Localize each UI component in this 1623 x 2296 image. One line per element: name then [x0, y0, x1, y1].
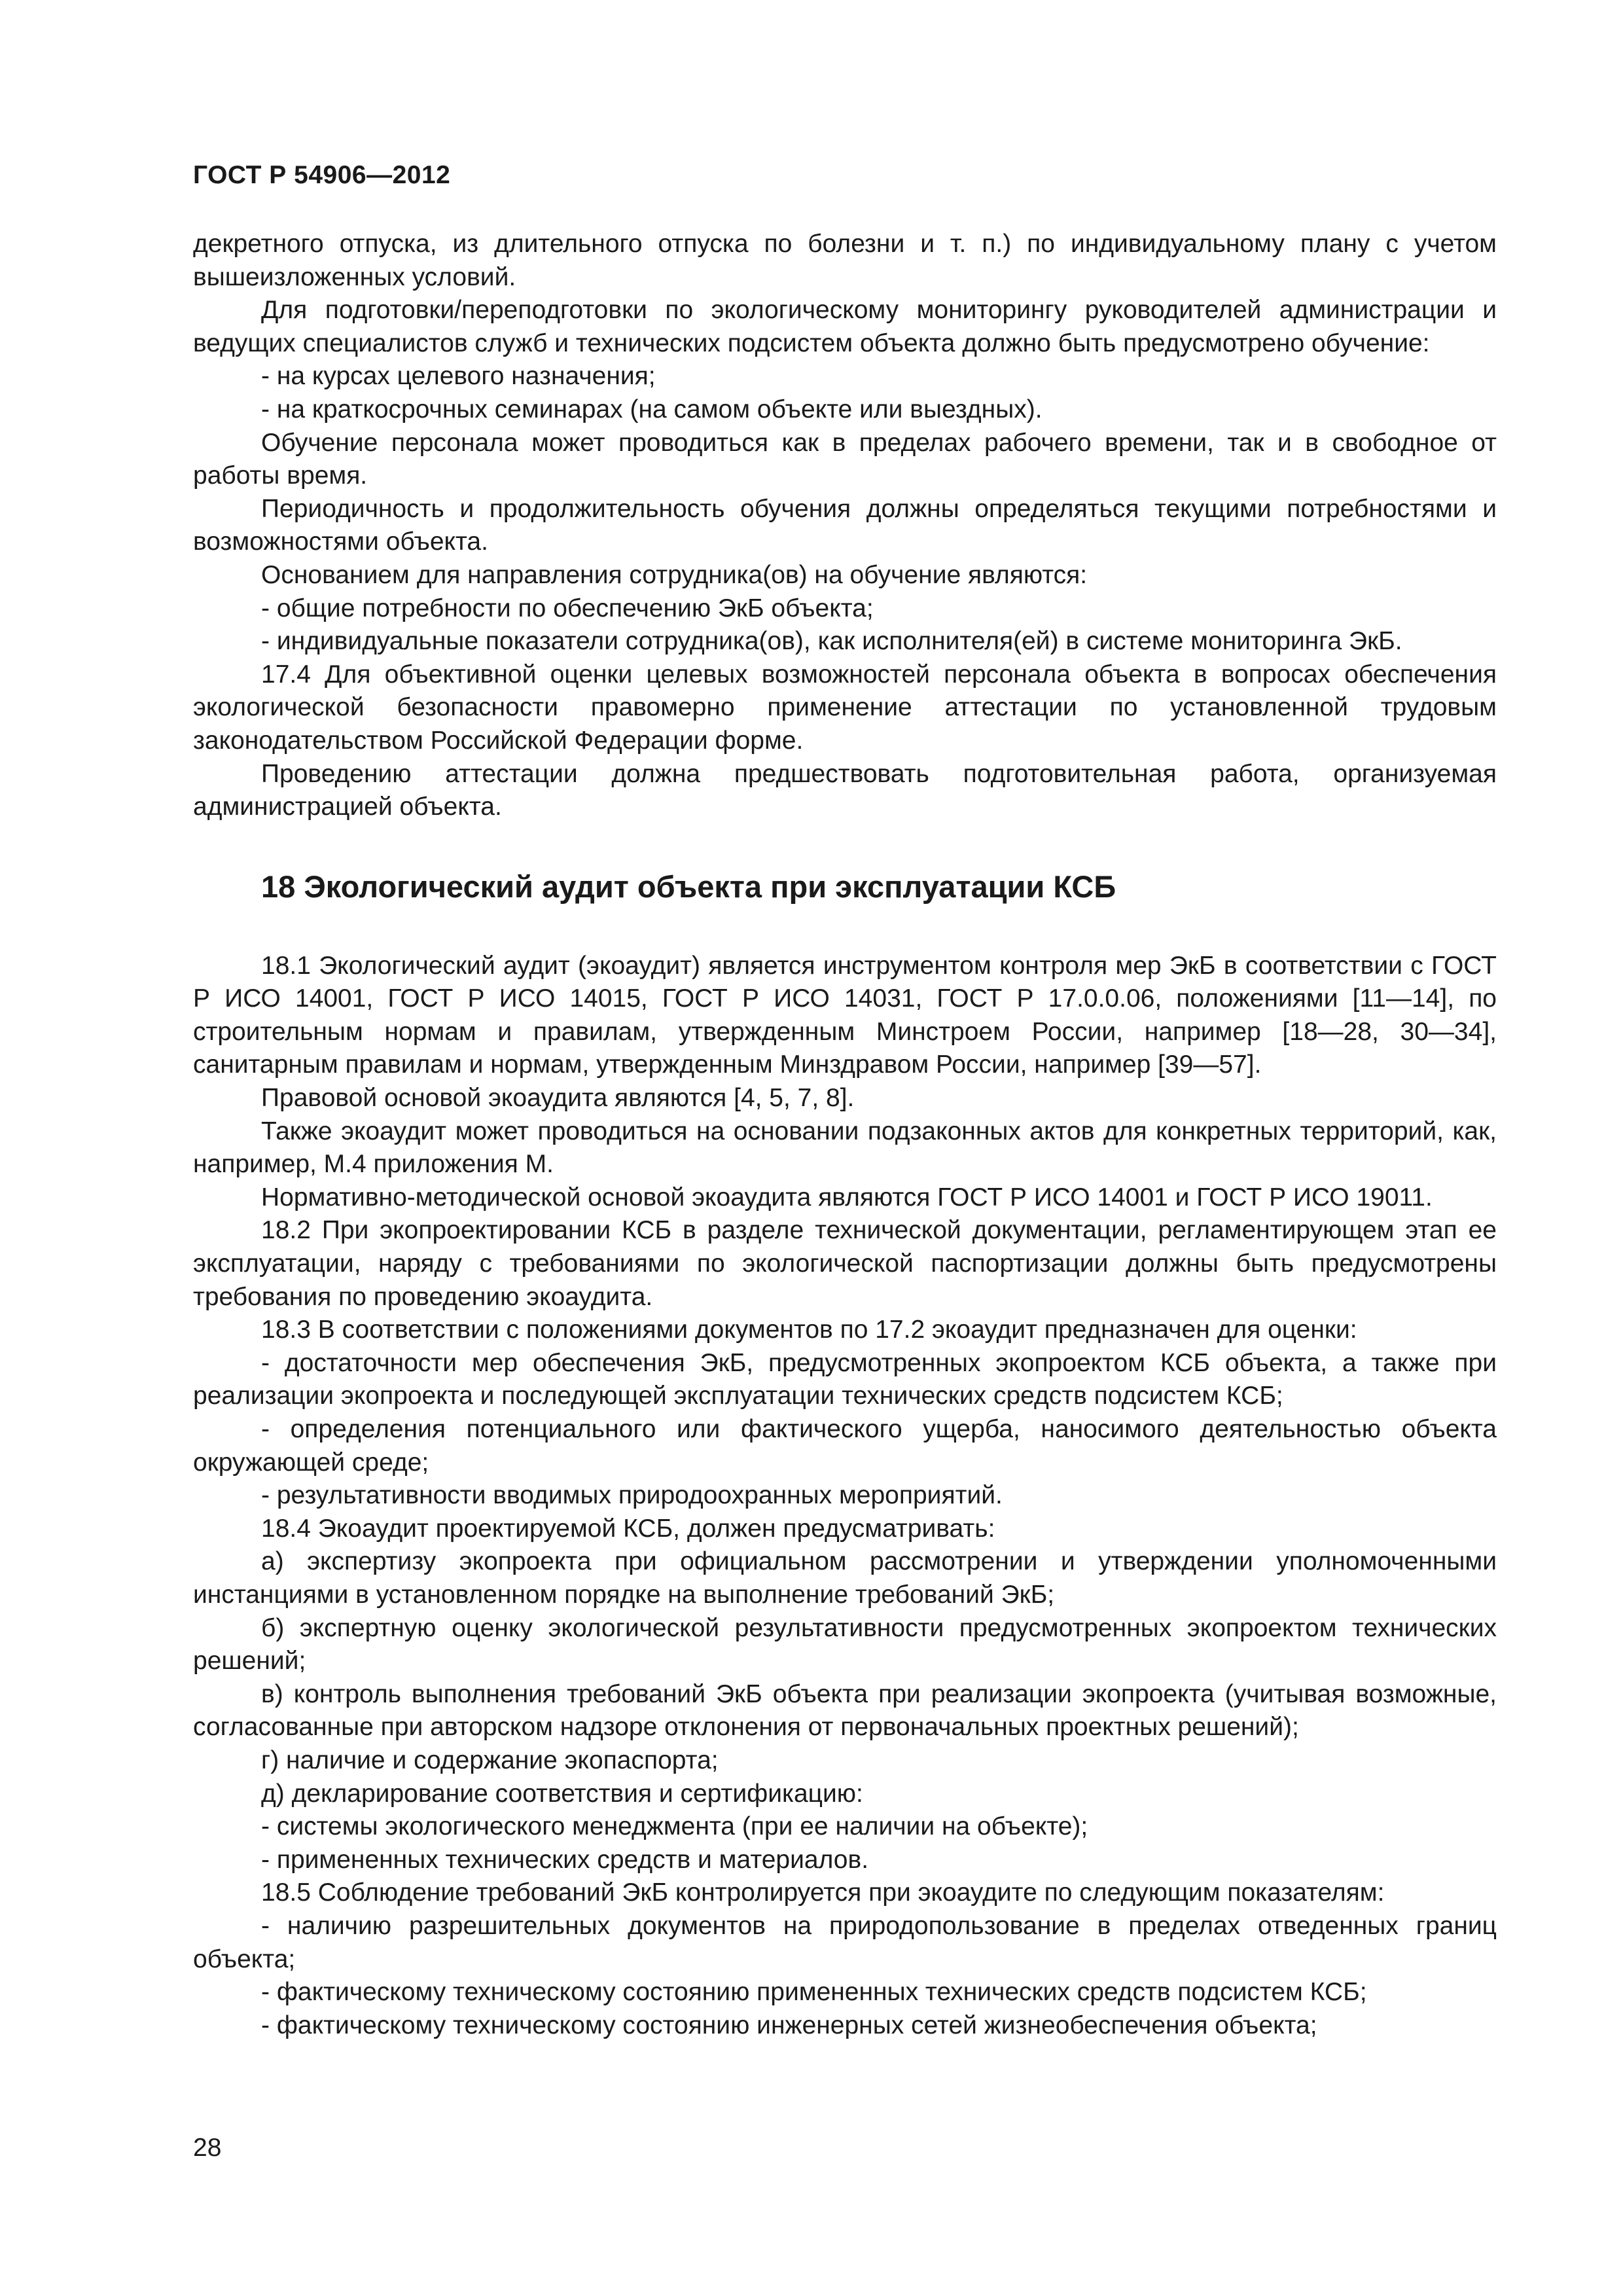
paragraph: 18.3 В соответствии с положениями документов по 17.2 экоаудит предназначен для оценки:: [261, 1316, 1357, 1344]
document-header: ГОСТ Р 54906—2012: [193, 161, 451, 189]
paragraph: Также экоаудит может проводиться на основании подзаконных актов для конкретных территорий, как, например, М.4 приложения М.: [193, 1117, 1497, 1179]
paragraph: - определения потенциального или фактического ущерба, наносимого деятельностью объекта окружающей среде;: [193, 1415, 1497, 1477]
paragraph: Для подготовки/переподготовки по экологическому мониторингу руководителей администрации и ведущих специалистов служб и технических подсистем объекта должно быть предусмотрено обучение:: [193, 296, 1497, 357]
paragraph: 18.5 Соблюдение требований ЭкБ контролируется при экоаудите по следующим показателям:: [261, 1878, 1385, 1907]
paragraph: - результативности вводимых природоохранных мероприятий.: [261, 1481, 1003, 1510]
paragraph: 17.4 Для объективной оценки целевых возможностей персонала объекта в вопросах обеспечения экологической безопасности правомерно применение аттестации по установленной трудовым законодательством Российской Федерации форме.: [193, 660, 1497, 755]
paragraph: - общие потребности по обеспечению ЭкБ объекта;: [261, 594, 874, 622]
paragraph: Нормативно-методической основой экоаудита являются ГОСТ Р ИСО 14001 и ГОСТ Р ИСО 19011.: [261, 1183, 1433, 1211]
paragraph: - на курсах целевого назначения;: [261, 362, 656, 391]
page-number: 28: [193, 2134, 222, 2162]
paragraph: б) экспертную оценку экологической результативности предусмотренных экопроектом технических решений;: [193, 1613, 1497, 1676]
paragraph: Обучение персонала может проводиться как в пределах рабочего времени, так и в свободное от работы время.: [193, 428, 1497, 490]
paragraph: в) контроль выполнения требований ЭкБ объекта при реализации экопроекта (учитывая возможные, согласованные при авторском надзоре отклонения от первоначальных проектных решений);: [193, 1679, 1497, 1742]
paragraph: - достаточности мер обеспечения ЭкБ, предусмотренных экопроектом КСБ объекта, а также при реализации экопроекта и последующей эксплуатации технических средств подсистем КСБ;: [193, 1348, 1497, 1410]
paragraph: д) декларирование соответствия и сертификацию:: [261, 1779, 863, 1808]
text-block-training: [193, 228, 1497, 824]
paragraph: Проведению аттестации должна предшествовать подготовительная работа, организуемая администрацией объекта.: [193, 759, 1497, 821]
paragraph: Периодичность и продолжительность обучения должны определяться текущими потребностями и возможностями объекта.: [193, 494, 1497, 556]
paragraph: - наличию разрешительных документов на природопользование в пределах отведенных границ объекта;: [193, 1911, 1497, 1973]
text-block-eco-audit: [193, 950, 1497, 2043]
paragraph: - фактическому техническому состоянию инженерных сетей жизнеобеспечения объекта;: [261, 2011, 1317, 2039]
document-body: [193, 228, 1497, 2042]
section-heading: 18 Экологический аудит объекта при эксплуатации КСБ: [261, 869, 1116, 904]
paragraph: а) экспертизу экопроекта при официальном рассмотрении и утверждении уполномоченными инстанциями в установленном порядке на выполнение требований ЭкБ;: [193, 1547, 1497, 1609]
paragraph: Основанием для направления сотрудника(ов) на обучение являются:: [261, 560, 1088, 589]
paragraph: Правовой основой экоаудита являются [4, 5, 7, 8].: [261, 1084, 855, 1113]
paragraph: - примененных технических средств и материалов.: [261, 1845, 869, 1874]
paragraph: декретного отпуска, из длительного отпуска по болезни и т. п.) по индивидуальному плану с учетом вышеизложенных условий.: [193, 230, 1497, 291]
paragraph: 18.4 Экоаудит проектируемой КСБ, должен предусматривать:: [261, 1514, 995, 1543]
paragraph: - индивидуальные показатели сотрудника(ов), как исполнителя(ей) в системе мониторинга ЭкБ.: [261, 627, 1402, 656]
paragraph: г) наличие и содержание экопаспорта;: [261, 1746, 719, 1774]
paragraph: 18.2 При экопроектировании КСБ в разделе технической документации, регламентирующем этап ее эксплуатации, наряду с требованиями по экологической паспортизации должны быть предусмотрены требования по проведению экоаудита.: [193, 1216, 1497, 1311]
paragraph: - системы экологического менеджмента (при ее наличии на объекте);: [261, 1812, 1088, 1841]
paragraph: 18.1 Экологический аудит (экоаудит) является инструментом контроля мер ЭкБ в соответствии с ГОСТ Р ИСО 14001, ГОСТ Р ИСО 14015, ГОСТ Р ИСО 14031, ГОСТ Р 17.0.0.06, положениями [11—14], по строительным нормам и правилам, утвержденным Минстроем России, например [18—28, 30—34], санитарным правилам и нормам, утвержденным Минздравом России, например [39—57].: [193, 951, 1497, 1079]
paragraph: - фактическому техническому состоянию примененных технических средств подсистем КСБ;: [261, 1978, 1367, 2007]
paragraph: - на краткосрочных семинарах (на самом объекте или выездных).: [261, 395, 1043, 423]
